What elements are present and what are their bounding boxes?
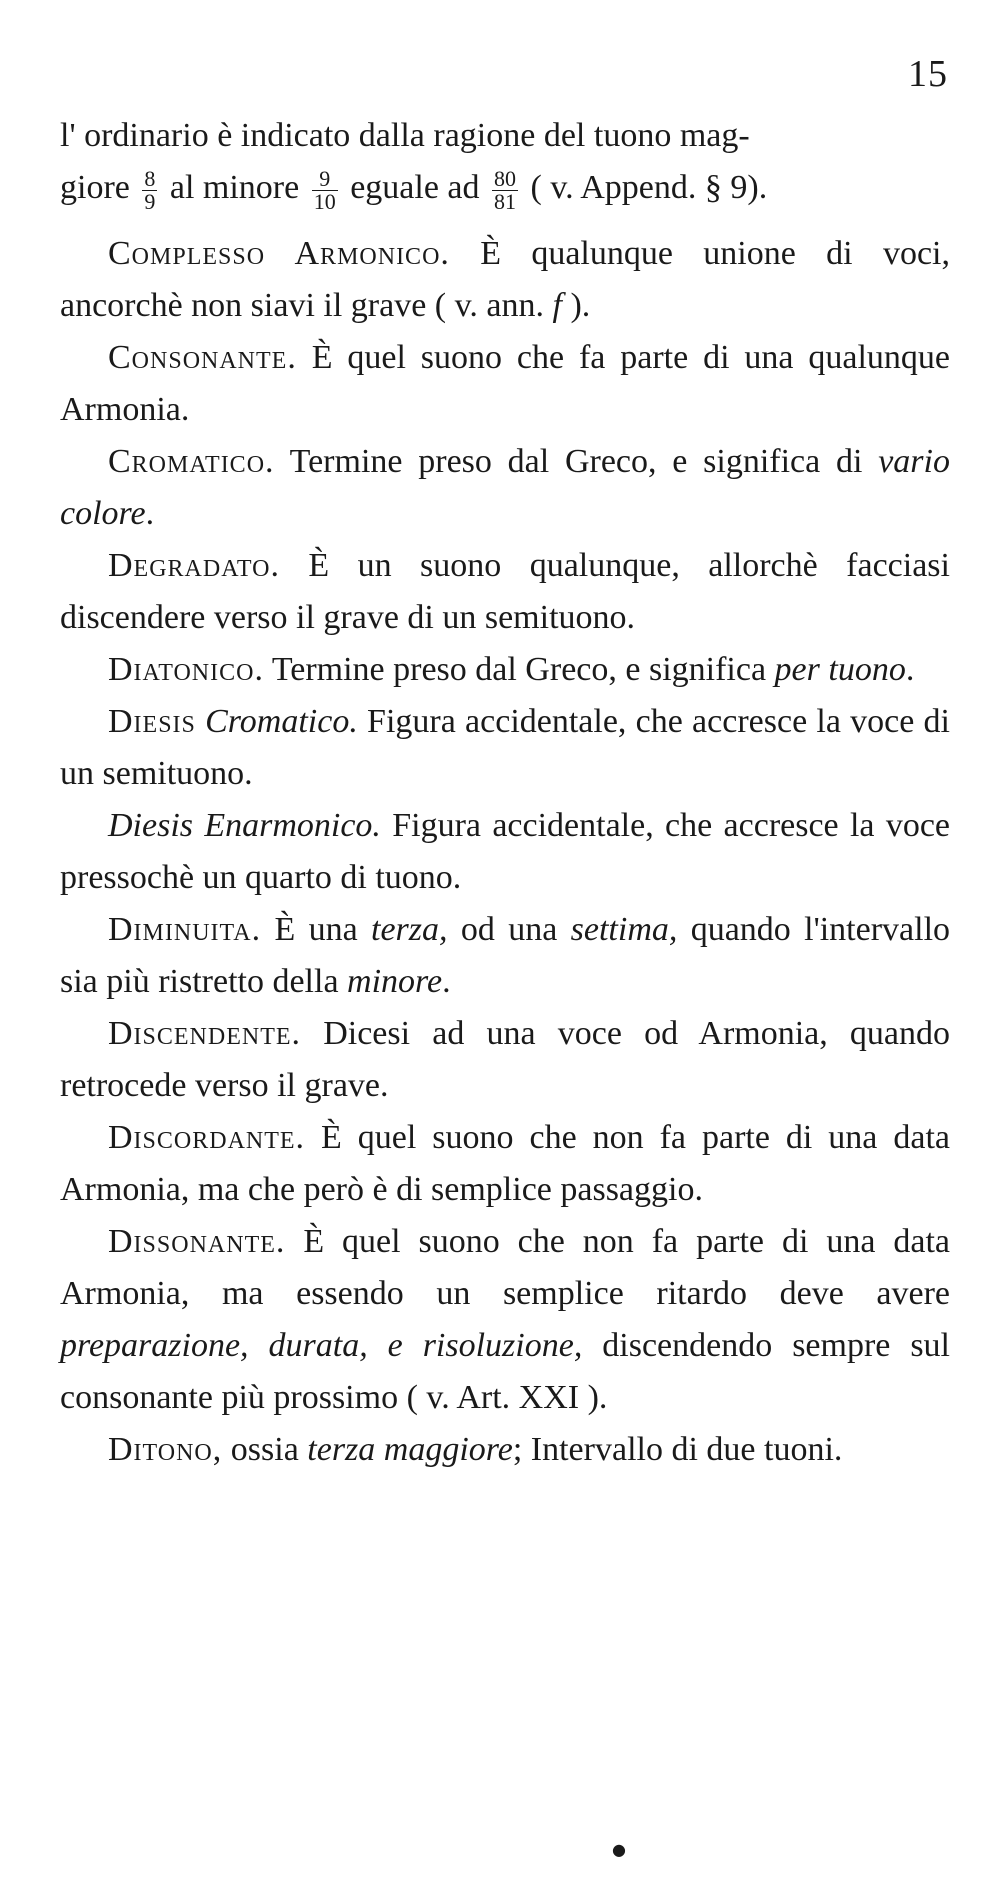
entry-body: Dicesi ad una voce od Armonia, quando retrocede verso il grave.: [60, 1015, 950, 1104]
entry-discordante: [60, 1112, 950, 1216]
entry-body: Termine preso dal Greco, e significa: [263, 651, 775, 688]
entry-term: Diesis Enarmonico.: [108, 807, 381, 844]
entry-mid: od una: [447, 911, 571, 948]
entry-complesso-armonico: [60, 228, 950, 332]
intro-text-d: ( v. Append. § 9).: [530, 169, 768, 206]
entry-italic: vario colore: [60, 443, 950, 532]
entry-italic: f: [552, 287, 562, 324]
entry-consonante: [60, 332, 950, 436]
intro-text-b: al minore: [169, 169, 300, 206]
fraction-9-10: $\frac{9}{10}$: [313, 165, 336, 214]
entry-italic: per tuono: [774, 651, 906, 688]
entry-diminuita: [60, 904, 950, 1008]
page-number: 15: [908, 53, 948, 95]
entry-body: Termine preso dal Greco, e significa di: [274, 443, 879, 480]
entry-body: È qualunque unione di voci, ancorchè non siavi il grave ( v. ann.: [60, 235, 950, 324]
entry-body: È una: [261, 911, 372, 948]
fraction-8-9: $\frac{8}{9}$: [144, 165, 156, 214]
intro-line1: l' ordinario è indicato dalla ragione del tuono mag-: [60, 117, 750, 154]
entry-term: Complesso Armonico.: [108, 235, 450, 272]
printer-mark: ●: [612, 1840, 626, 1859]
entry-body: Figura accidentale, che accresce la voce di un semituono.: [60, 703, 950, 792]
entry-cromatico: [60, 436, 950, 540]
entry-term-italic: Cromatico.: [195, 703, 358, 740]
intro-paragraph: [60, 110, 950, 214]
entry-ditono: [60, 1424, 950, 1476]
entry-term: Ditono,: [108, 1431, 223, 1468]
entry-discendente: [60, 1008, 950, 1112]
entry-italic-2: settima,: [570, 911, 678, 948]
entry-body: È quel suono che fa parte di una qualunque Armonia.: [60, 339, 950, 428]
entry-mid-2: quando l'intervallo sia più ristretto della: [60, 911, 951, 1000]
entry-mid: discendendo sempre sul consonante più prossimo ( v. Art. XXI ).: [60, 1327, 951, 1416]
entry-diesis-cromatico: [60, 696, 950, 800]
entry-term: Diesis: [108, 703, 196, 740]
entry-italic-3: minore: [347, 963, 443, 1000]
glossary-text: [60, 110, 950, 1476]
fraction-80-81: $\frac{80}{81}$: [494, 165, 517, 214]
intro-text-a: giore: [60, 169, 130, 206]
entry-tail: ).: [561, 287, 591, 324]
entry-tail: ; Intervallo di due tuoni.: [512, 1431, 843, 1468]
entry-dissonante: [60, 1216, 950, 1424]
entry-term: Cromatico.: [108, 443, 275, 480]
entry-tail: .: [905, 651, 915, 688]
entry-tail: .: [145, 495, 155, 532]
entry-body: Figura accidentale, che accresce la voce pressochè un quarto di tuono.: [60, 807, 951, 896]
entry-body: È quel suono che non fa parte di una data Armonia, ma che però è di semplice passaggio.: [60, 1119, 950, 1208]
entry-body: È un suono qualunque, allorchè facciasi discendere verso il grave di un semituono.: [60, 547, 950, 636]
entry-italic: terza maggiore: [307, 1431, 513, 1468]
intro-text-c: eguale ad: [350, 169, 480, 206]
entry-term: Consonante.: [108, 339, 297, 376]
entry-tail: .: [442, 963, 451, 1000]
entry-degradato: [60, 540, 950, 644]
entry-body: È quel suono che non fa parte di una data Armonia, ma essendo un semplice ritardo deve avere: [60, 1223, 950, 1312]
entry-diatonico: [60, 644, 950, 696]
entry-italic: terza,: [371, 911, 448, 948]
entry-term: Degradato.: [108, 547, 280, 584]
entry-term: Diatonico.: [108, 651, 264, 688]
entry-diesis-enarmonico: [60, 800, 950, 904]
entry-term: Discendente.: [108, 1015, 302, 1052]
entry-term: Dissonante.: [108, 1223, 286, 1260]
entry-body: ossia: [222, 1431, 308, 1468]
entry-term: Diminuita.: [108, 911, 262, 948]
entry-term: Discordante.: [108, 1119, 306, 1156]
entry-italic: preparazione, durata, e risoluzione,: [60, 1327, 583, 1364]
